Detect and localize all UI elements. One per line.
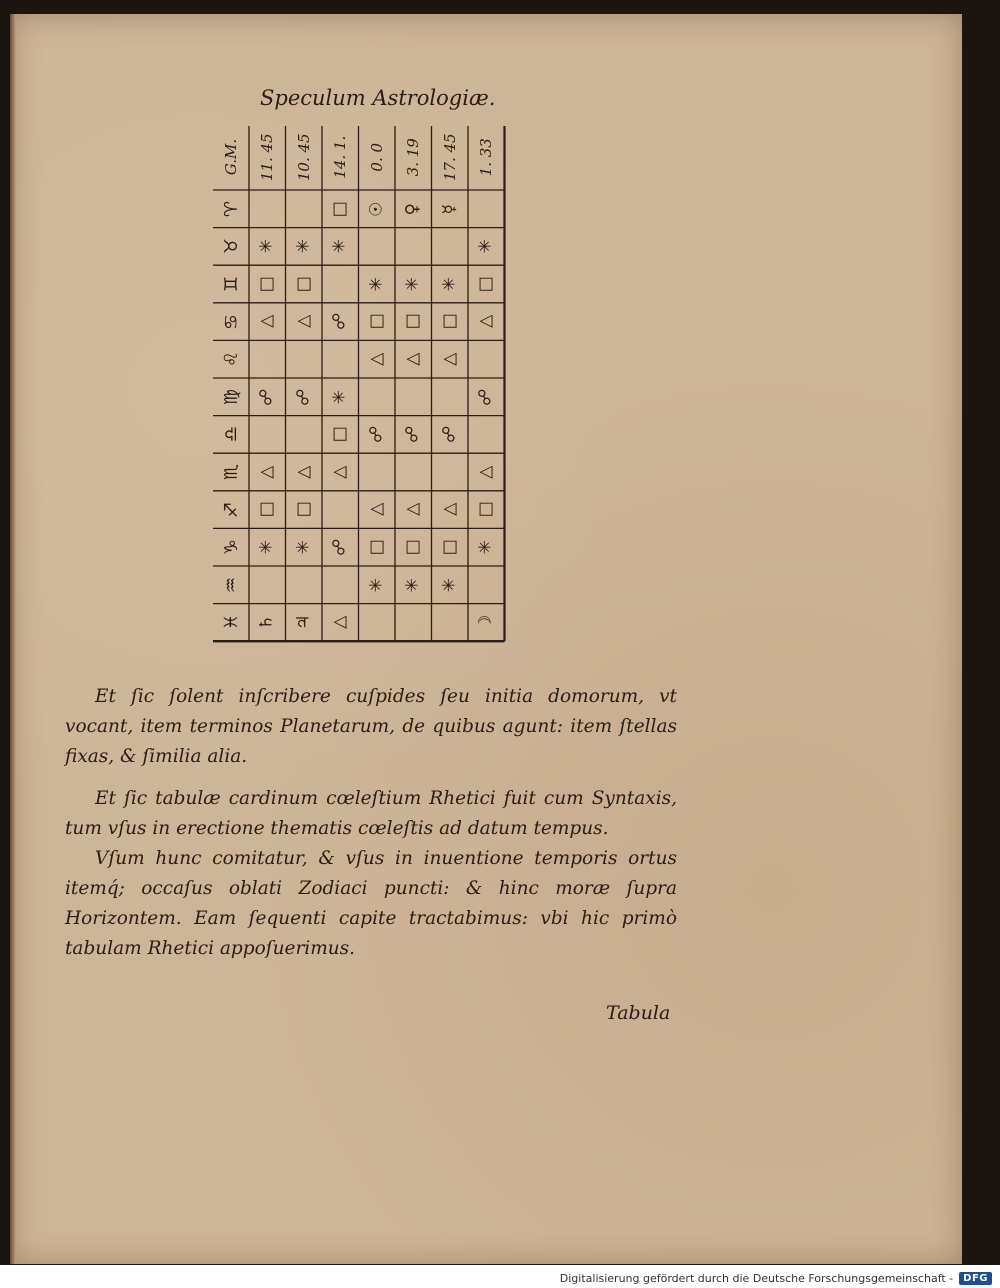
column-header: 10. 45 xyxy=(294,133,313,181)
zodiac-sign: ♌ xyxy=(220,351,242,368)
aspect-mark: ✳ xyxy=(257,239,278,254)
aspect-mark: △ xyxy=(257,465,278,479)
aspect-mark: △ xyxy=(476,315,497,329)
zodiac-sign: ♒ xyxy=(220,576,242,593)
paragraph-1: Et ſic ſolent inſcribere cuſpides ſeu initia domorum, vt vocant, item terminos Planetarum, de quibus agunt: item ſtellas fixas, & ſimilia alia. xyxy=(65,686,677,767)
aspect-mark: ☍ xyxy=(366,425,387,443)
aspect-mark: △ xyxy=(403,503,424,517)
aspect-mark: ✳ xyxy=(293,540,314,555)
aspect-mark: ✳ xyxy=(403,276,424,292)
aspect-mark: ☍ xyxy=(439,425,460,443)
aspect-mark: ♃ xyxy=(293,614,314,631)
dfg-logo: DFG xyxy=(959,1272,992,1285)
aspect-mark: ☍ xyxy=(257,388,278,406)
aspect-mark: ✳ xyxy=(330,389,351,404)
aspect-mark: ✳ xyxy=(476,239,497,254)
column-header: 14. 1. xyxy=(331,135,350,179)
aspect-mark: ☍ xyxy=(403,425,424,443)
aspect-mark: ☍ xyxy=(476,388,497,406)
table-corner-label: G.M. xyxy=(222,138,240,176)
aspect-mark: □ xyxy=(476,501,497,518)
aspect-mark: □ xyxy=(403,539,424,556)
zodiac-sign: ♈ xyxy=(220,200,242,217)
aspect-mark: ✳ xyxy=(476,540,497,555)
aspect-mark: ♀ xyxy=(403,202,424,216)
paragraph-2: Et ſic tabulæ cardinum cœleſtium Rhetici fuit cum Syntaxis, tum vſus in erectione thematis cœleſtis ad datum tempus. xyxy=(65,788,677,839)
zodiac-sign: ♐ xyxy=(220,501,242,518)
aspect-mark: ✳ xyxy=(257,540,278,555)
aspect-mark: □ xyxy=(330,426,351,443)
zodiac-sign: ♊ xyxy=(220,275,242,293)
column-header: 1. 33 xyxy=(477,137,496,177)
aspect-mark: △ xyxy=(293,315,314,329)
zodiac-sign: ♓ xyxy=(220,614,242,631)
aspect-mark: ✳ xyxy=(403,577,424,592)
column-header: 3. 19 xyxy=(404,137,423,177)
paragraph-3: Vſum hunc comitatur, & vſus in inuentione temporis ortus itemq́; occaſus oblati Zodiaci puncti: & hinc moræ ſupra Horizontem. Eam ſequenti capite tractabimus: vbi hic primò tabulam Rhetici appoſuerimus. xyxy=(65,848,677,959)
aspect-mark: ☍ xyxy=(330,312,351,331)
aspect-mark: ♄ xyxy=(257,614,278,631)
aspect-mark: □ xyxy=(293,275,314,293)
aspect-mark: △ xyxy=(476,465,497,479)
aspect-mark: □ xyxy=(439,539,460,556)
aspect-mark: △ xyxy=(439,352,460,366)
digitization-footer xyxy=(0,1268,1000,1288)
aspect-mark: △ xyxy=(257,315,278,329)
aspect-mark: □ xyxy=(293,501,314,518)
aspect-mark: □ xyxy=(439,313,460,330)
page-gutter xyxy=(10,14,16,1264)
aspect-mark: △ xyxy=(403,352,424,366)
aspect-mark: ✳ xyxy=(439,577,460,592)
column-header: 17. 45 xyxy=(440,133,459,181)
column-header: 0. 0 xyxy=(367,142,386,172)
book-page xyxy=(10,14,962,1264)
aspect-mark: ☉ xyxy=(366,201,387,217)
aspect-mark: □ xyxy=(403,313,424,330)
aspect-mark: △ xyxy=(330,615,351,629)
aspect-mark: □ xyxy=(476,275,497,293)
zodiac-sign: ♍ xyxy=(220,388,242,405)
aspect-mark: ☍ xyxy=(293,388,314,406)
aspect-mark: ✳ xyxy=(330,239,351,254)
body-text xyxy=(65,682,677,772)
aspect-mark: □ xyxy=(366,313,387,330)
aspect-table xyxy=(213,124,517,644)
zodiac-sign: ♑ xyxy=(220,539,242,556)
aspect-mark: ☽ xyxy=(476,614,497,631)
catchword: Tabula xyxy=(606,1002,671,1024)
aspect-mark: △ xyxy=(366,352,387,366)
aspect-mark: □ xyxy=(257,275,278,293)
aspect-mark: □ xyxy=(330,200,351,217)
aspect-mark: ✳ xyxy=(366,577,387,592)
aspect-mark: □ xyxy=(366,539,387,556)
running-head: Speculum Astrologiæ. xyxy=(260,86,496,110)
aspect-mark: △ xyxy=(293,465,314,479)
column-header: 11. 45 xyxy=(258,133,277,181)
aspect-mark: ☍ xyxy=(330,538,351,556)
aspect-mark: ✳ xyxy=(366,276,387,292)
aspect-mark: □ xyxy=(257,501,278,518)
footer-credit: Digitalisierung gefördert durch die Deutsche Forschungsgemeinschaft - xyxy=(559,1271,954,1285)
aspect-mark: △ xyxy=(439,503,460,517)
aspect-mark: △ xyxy=(366,503,387,517)
aspect-mark: △ xyxy=(330,465,351,479)
body-text-2 xyxy=(65,784,677,964)
zodiac-sign: ♉ xyxy=(220,238,242,255)
zodiac-sign: ♎ xyxy=(220,426,242,443)
aspect-mark: ✳ xyxy=(293,239,314,254)
zodiac-sign: ♏ xyxy=(220,463,242,481)
aspect-mark: ✳ xyxy=(439,276,460,292)
aspect-mark: ☿ xyxy=(439,203,460,215)
zodiac-sign: ♋ xyxy=(220,313,242,330)
